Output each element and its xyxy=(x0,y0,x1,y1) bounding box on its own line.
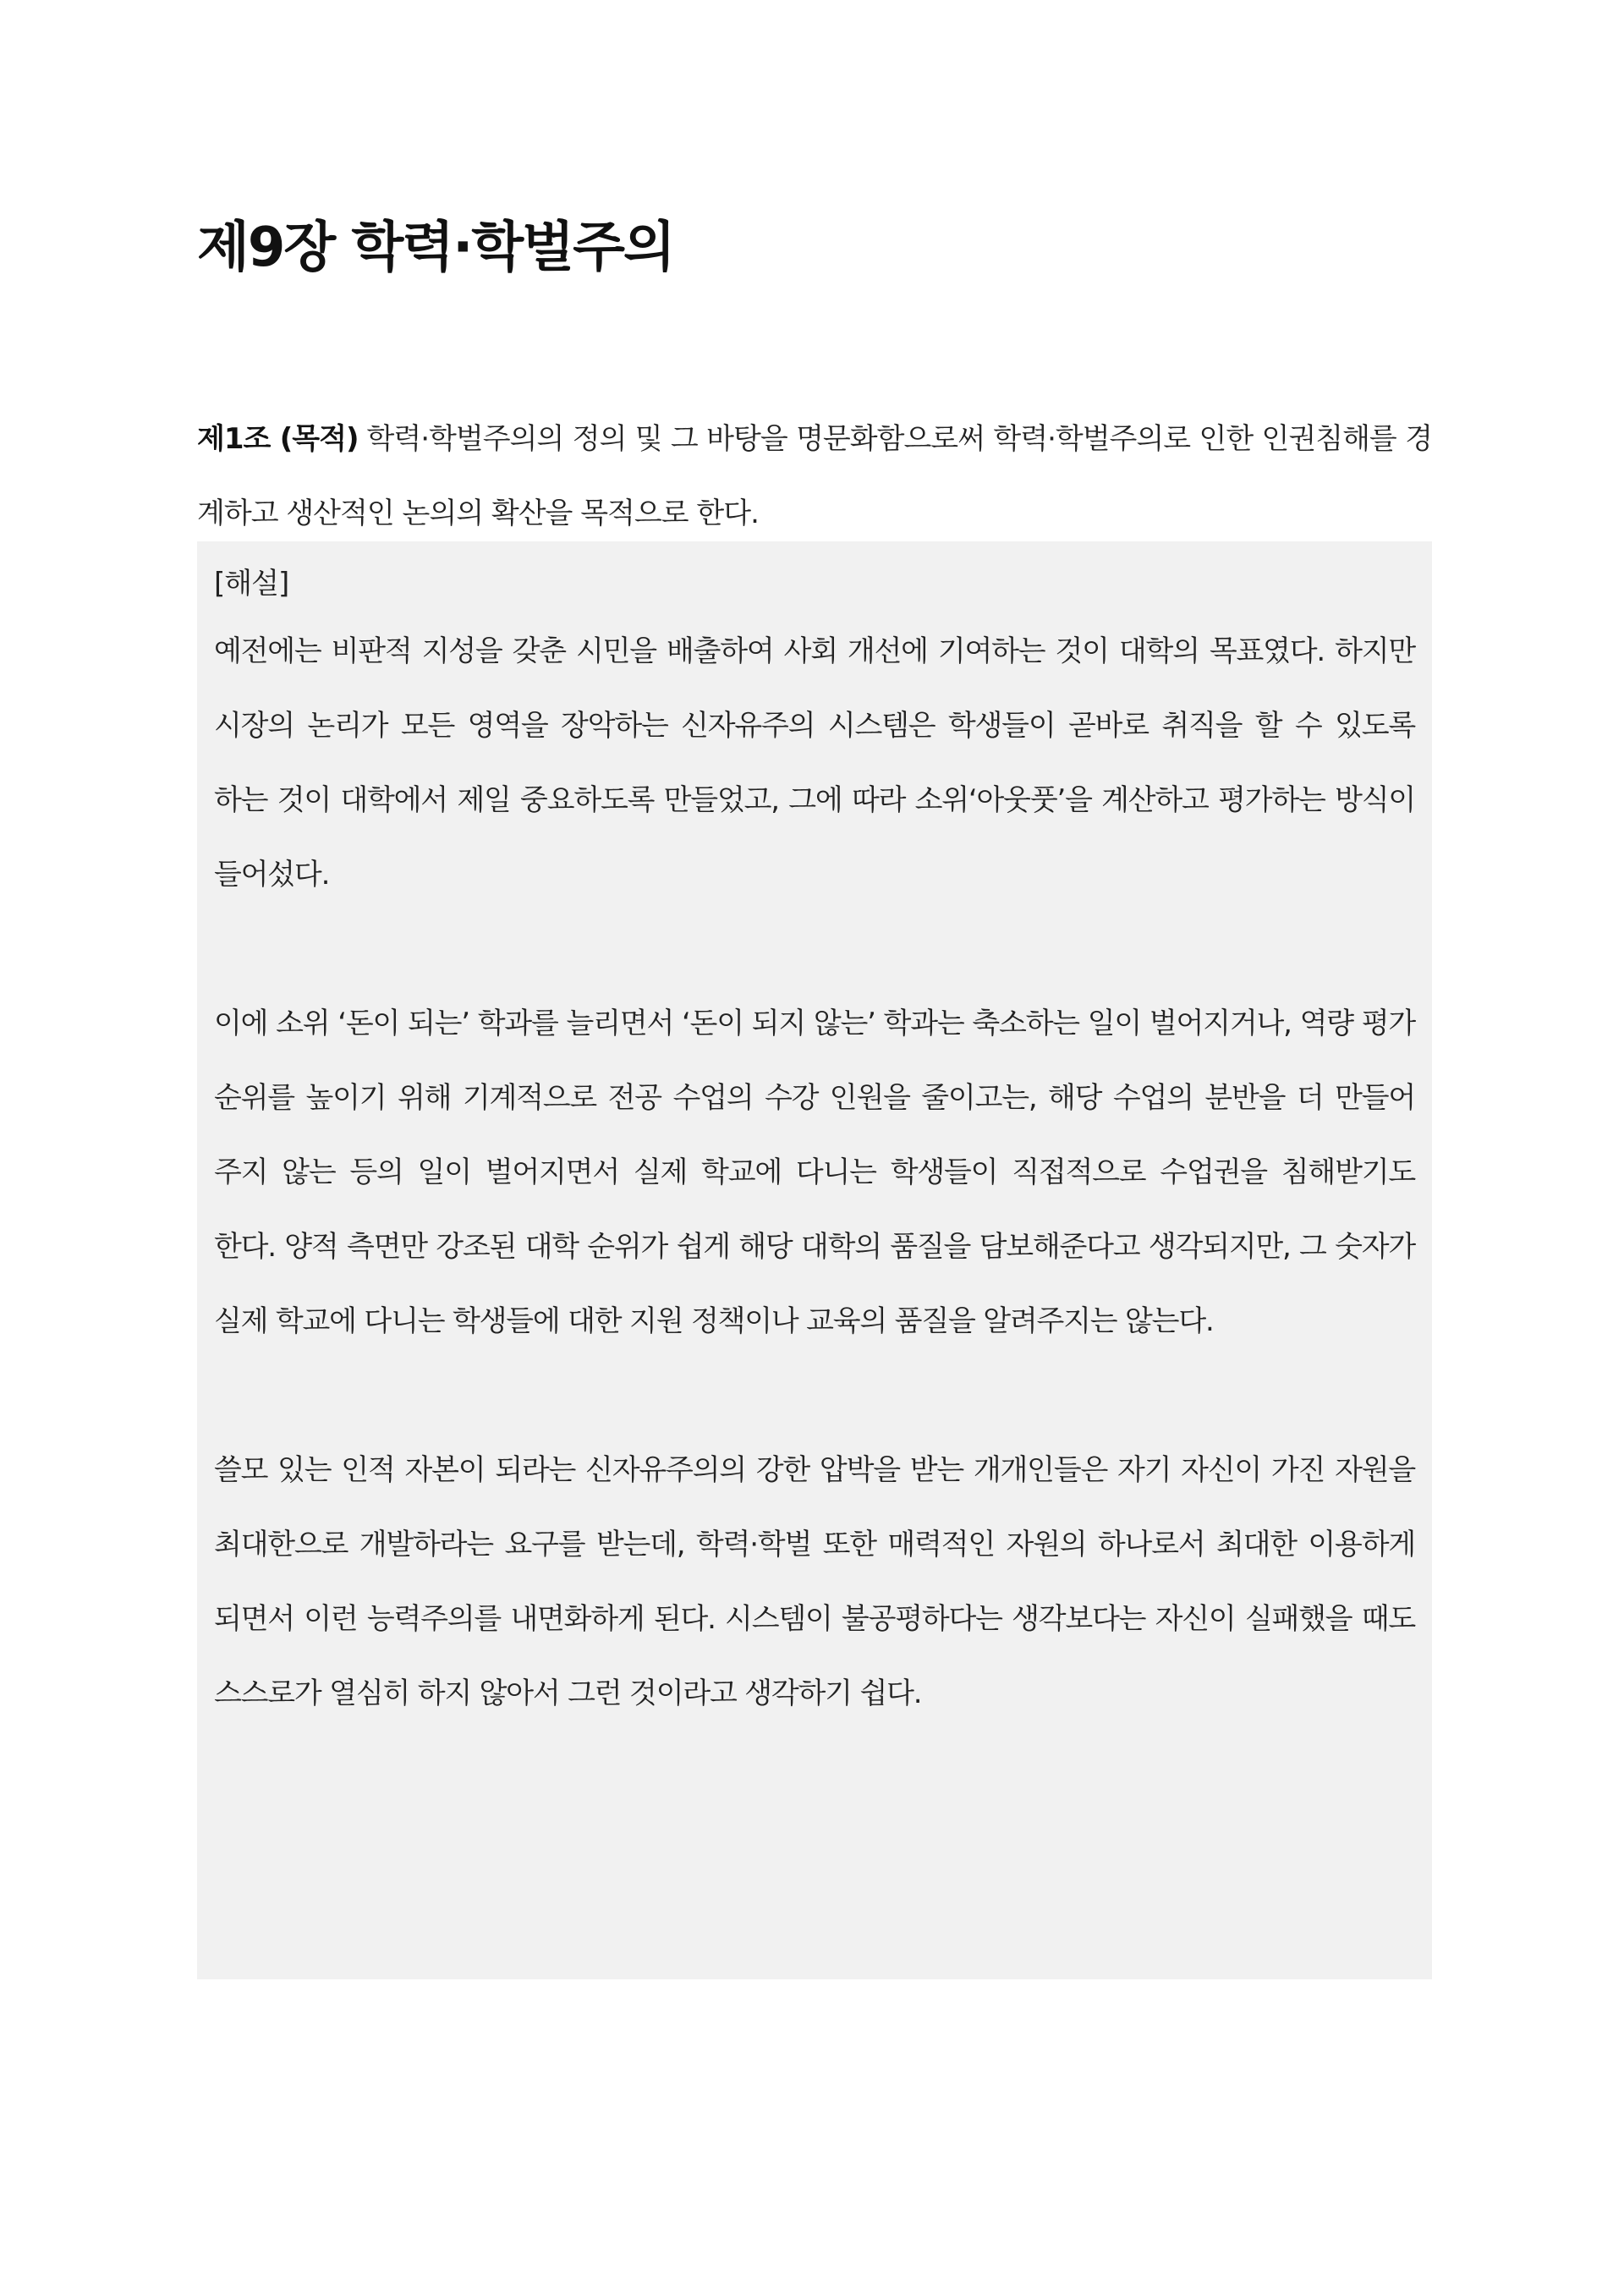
article-1 xyxy=(197,402,1432,551)
commentary-label: [해설] xyxy=(214,567,289,601)
paragraph-spacer xyxy=(214,912,1415,986)
article-heading: 제1조 (목적) xyxy=(197,422,359,456)
chapter-title: 제9장 학력·학벌주의 xyxy=(197,217,674,279)
commentary-paragraph: 예전에는 비판적 지성을 갖춘 시민을 배출하여 사회 개선에 기여하는 것이 대학의 목표였다. 하지만 시장의 논리가 모든 영역을 장악하는 신자유주의 시스템은 학생들이 곧바로 취직을 할 수 있도록 하는 것이 대학에서 제일 중요하도록 만들었고, 그에 따라 소위‘아웃풋’을 계산하고 평가하는 방식이 들어섰다. xyxy=(214,634,1415,892)
commentary-paragraph: 이에 소위 ‘돈이 되는’ 학과를 늘리면서 ‘돈이 되지 않는’ 학과는 축소하는 일이 벌어지거나, 역량 평가 순위를 높이기 위해 기계적으로 전공 수업의 수강 인원을 줄이고는, 해당 수업의 분반을 더 만들어 주지 않는 등의 일이 벌어지면서 실제 학교에 다니는 학생들이 직접적으로 수업권을 침해받기도 한다. 양적 측면만 강조된 대학 순위가 쉽게 해당 대학의 품질을 담보해준다고 생각되지만, 그 숫자가 실제 학교에 다니는 학생들에 대한 지원 정책이나 교육의 품질을 알려주지는 않는다. xyxy=(214,1007,1415,1338)
paragraph-spacer xyxy=(214,1358,1415,1433)
commentary-paragraph: 쓸모 있는 인적 자본이 되라는 신자유주의의 강한 압박을 받는 개개인들은 자기 자신이 가진 자원을 최대한으로 개발하라는 요구를 받는데, 학력·학벌 또한 매력적인 자원의 하나로서 최대한 이용하게 되면서 이런 능력주의를 내면화하게 된다. 시스템이 불공평하다는 생각보다는 자신이 실패했을 때도 스스로가 열심히 하지 않아서 그런 것이라고 생각하기 쉽다. xyxy=(214,1453,1415,1710)
article-body: 학력·학벌주의의 정의 및 그 바탕을 명문화함으로써 학력·학벌주의로 인한 인권침해를 경계하고 생산적인 논의의 확산을 목적으로 한다. xyxy=(197,422,1432,530)
commentary-box xyxy=(197,541,1432,1979)
